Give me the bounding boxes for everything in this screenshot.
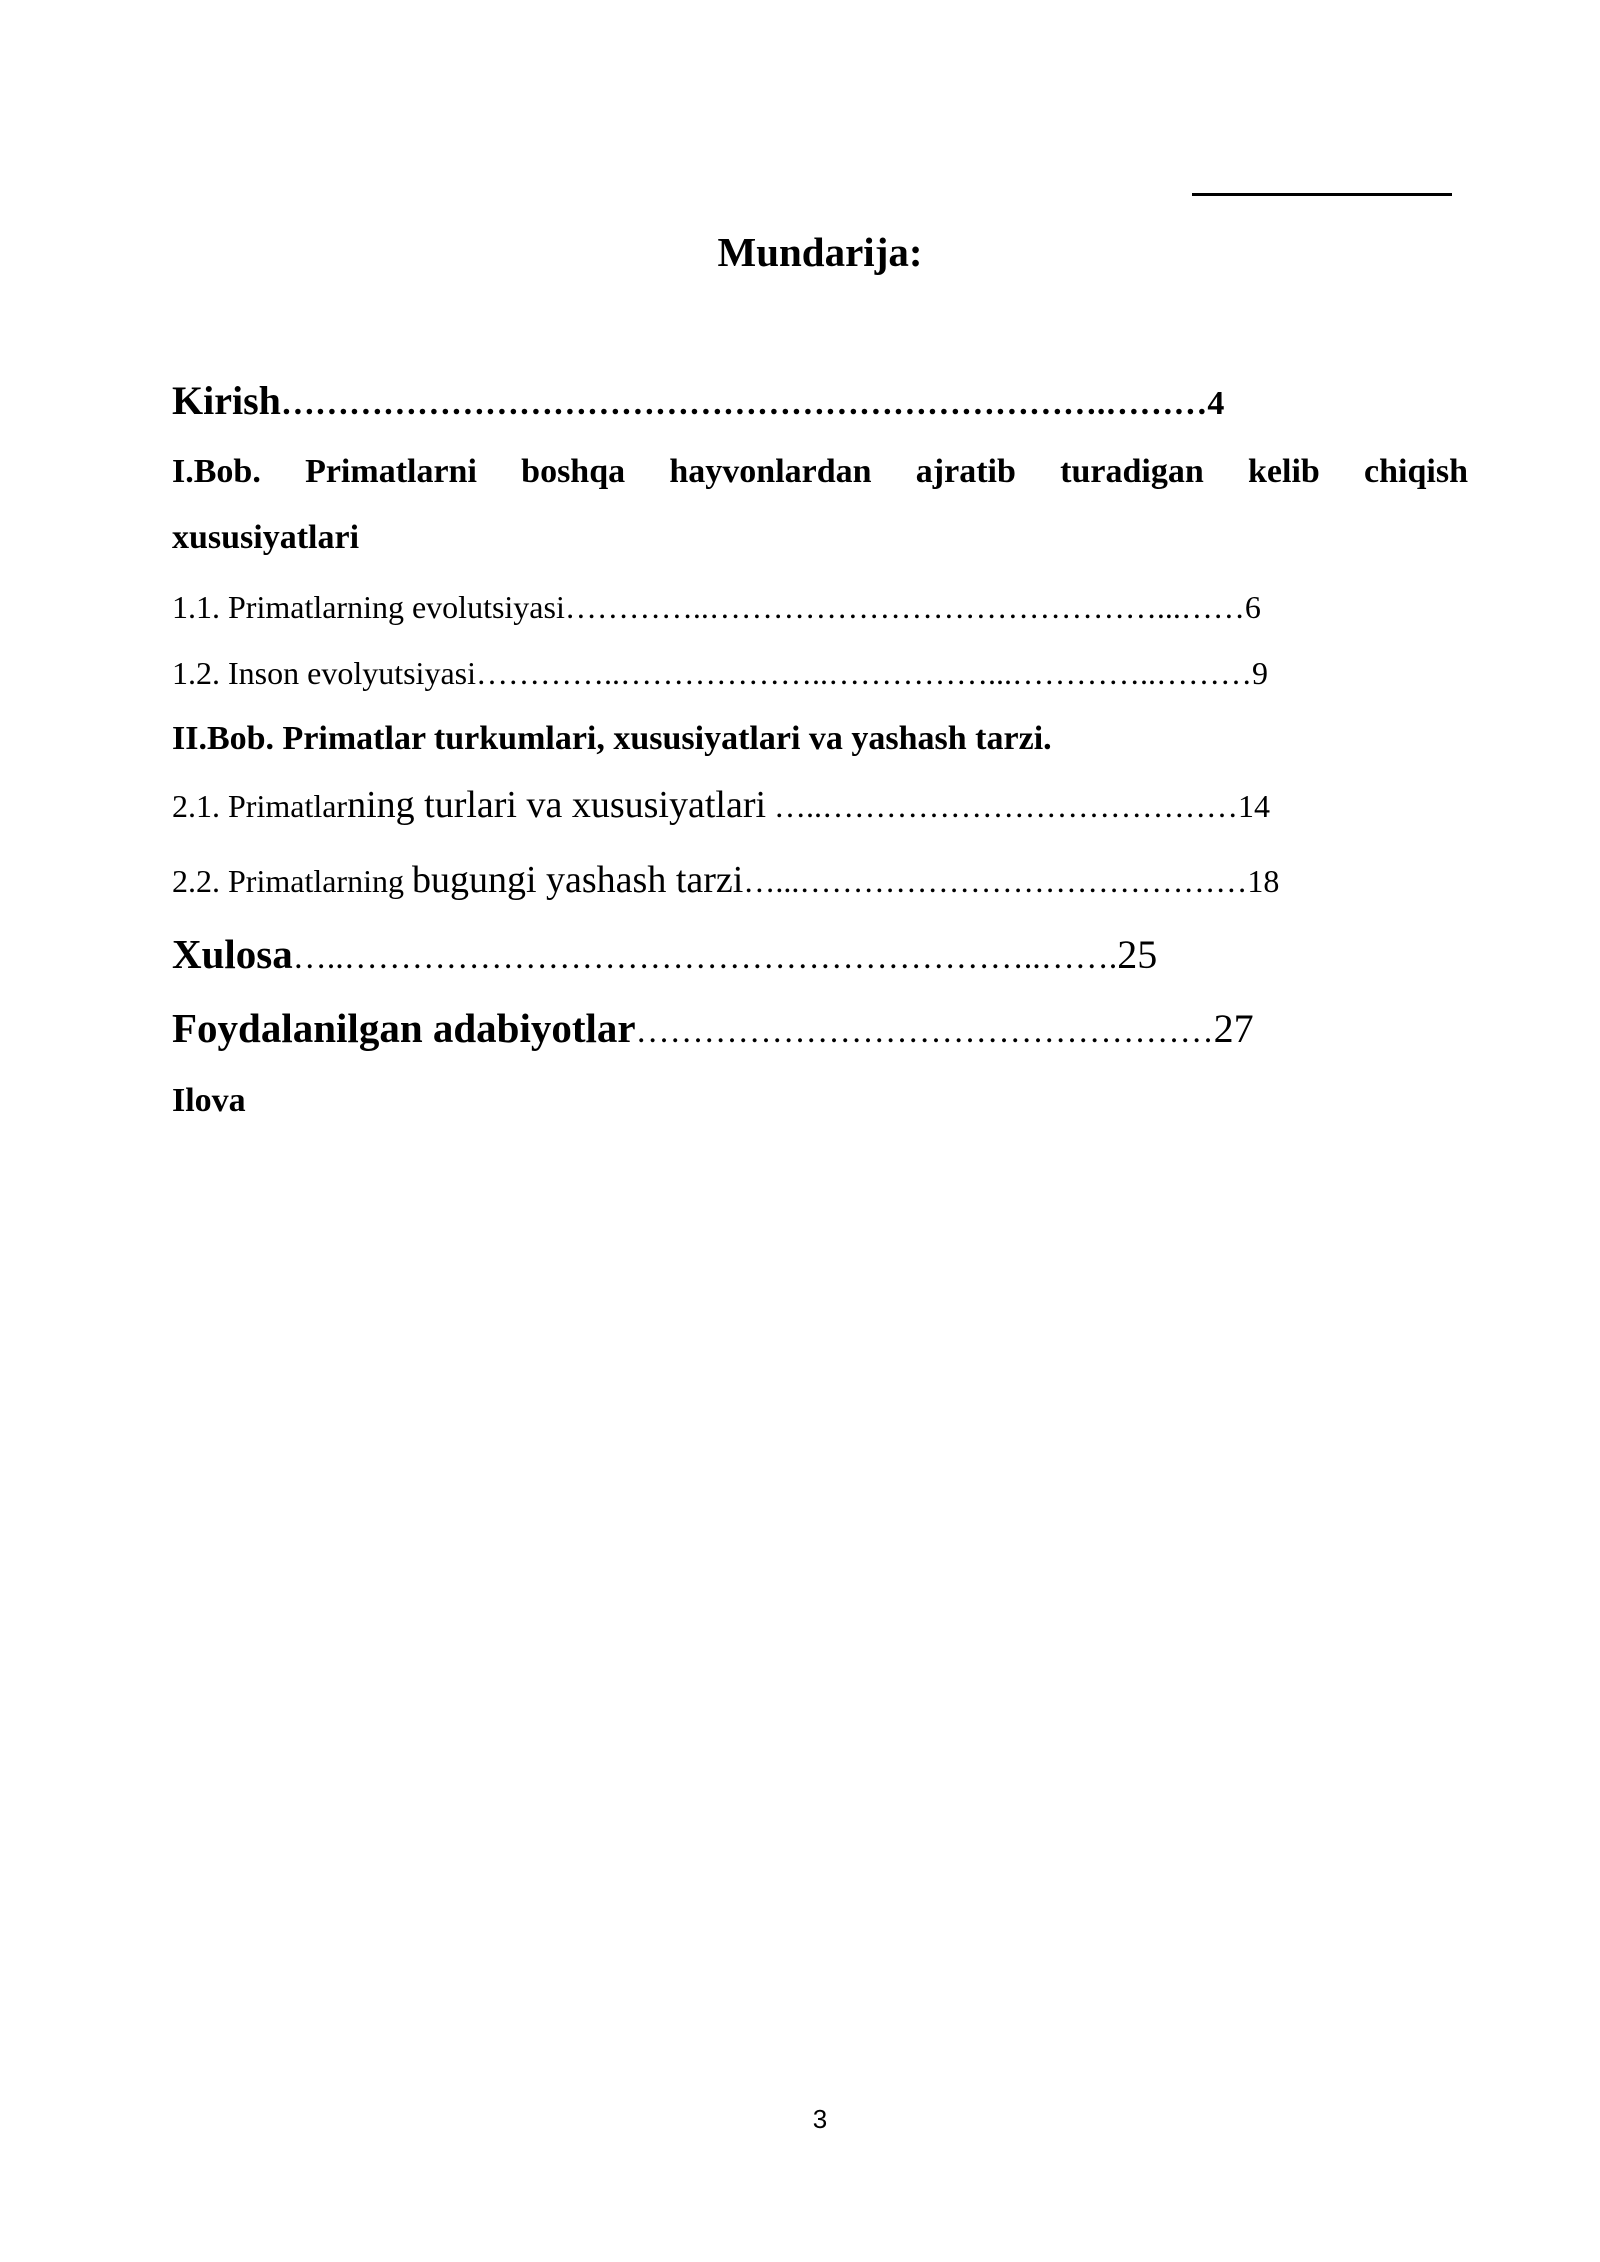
toc-adabiyotlar-label: Foydalanilgan adabiyotlar [172, 1005, 636, 1051]
toc-2-1-label: ning turlari va xususiyatlari [347, 784, 767, 826]
toc-1-2-leader: …………..………………..……………...…………..……… [475, 655, 1252, 691]
toc-1-2-page: 9 [1251, 655, 1268, 691]
toc-entry-ilova[interactable]: Ilova [172, 1082, 246, 1119]
toc-2-2-label-prefix: 2.2. Primatlarning [172, 863, 412, 899]
toc-2-2-label: bugungi yashash tarzi [411, 859, 744, 901]
page-title: Mundarija: [717, 229, 923, 275]
toc-bob1-line2: xususiyatlari [172, 519, 360, 556]
toc-adabiyotlar-page: 27 [1213, 1006, 1254, 1051]
toc-2-1-leader: …..………………………………… [766, 788, 1239, 824]
toc-entry-1-2[interactable] [172, 657, 1268, 689]
toc-xulosa-page: 25 [1117, 932, 1158, 977]
toc-bob1-line1: I.Bob. Primatlarni boshqa hayvonlardan ajratib turadigan kelib chiqish [172, 453, 1468, 490]
toc-2-2-leader: …...…………………………………… [743, 863, 1248, 899]
toc-kirish-leader: ……………………………………………………………….……… [280, 385, 1208, 422]
toc-entry-adabiyotlar[interactable] [172, 1005, 1254, 1051]
toc-entry-kirish[interactable] [172, 378, 1225, 423]
toc-entry-2-1[interactable] [172, 786, 1270, 824]
top-right-rule [1192, 193, 1452, 196]
page-number: 3 [812, 2104, 828, 2134]
toc-1-1-page: 6 [1244, 589, 1261, 625]
toc-kirish-label: Kirish [172, 378, 281, 423]
toc-1-1-leader: …………..……………………………………...…… [564, 589, 1245, 625]
toc-entry-xulosa[interactable] [172, 931, 1158, 977]
toc-1-1-label: 1.1. Primatlarning evolutsiyasi [172, 589, 565, 625]
toc-1-2-label: 1.2. Inson evolyutsiyasi [172, 655, 476, 691]
toc-kirish-page: 4 [1207, 385, 1225, 422]
toc-2-1-label-prefix: 2.1. Primatlar [172, 788, 348, 824]
toc-entry-bob2[interactable]: II.Bob. Primatlar turkumlari, xususiyatlari va yashash tarzi. [172, 720, 1052, 757]
toc-xulosa-leader: …..……………………………………………………..……. [292, 939, 1118, 976]
toc-xulosa-label: Xulosa [172, 931, 293, 977]
toc-entry-bob1[interactable] [172, 455, 1468, 489]
toc-entry-1-1[interactable] [172, 591, 1261, 623]
toc-2-1-page: 14 [1238, 788, 1271, 824]
toc-adabiyotlar-leader: …………………………………………… [635, 1013, 1214, 1050]
toc-entry-2-2[interactable] [172, 861, 1279, 899]
toc-2-2-page: 18 [1247, 863, 1280, 899]
